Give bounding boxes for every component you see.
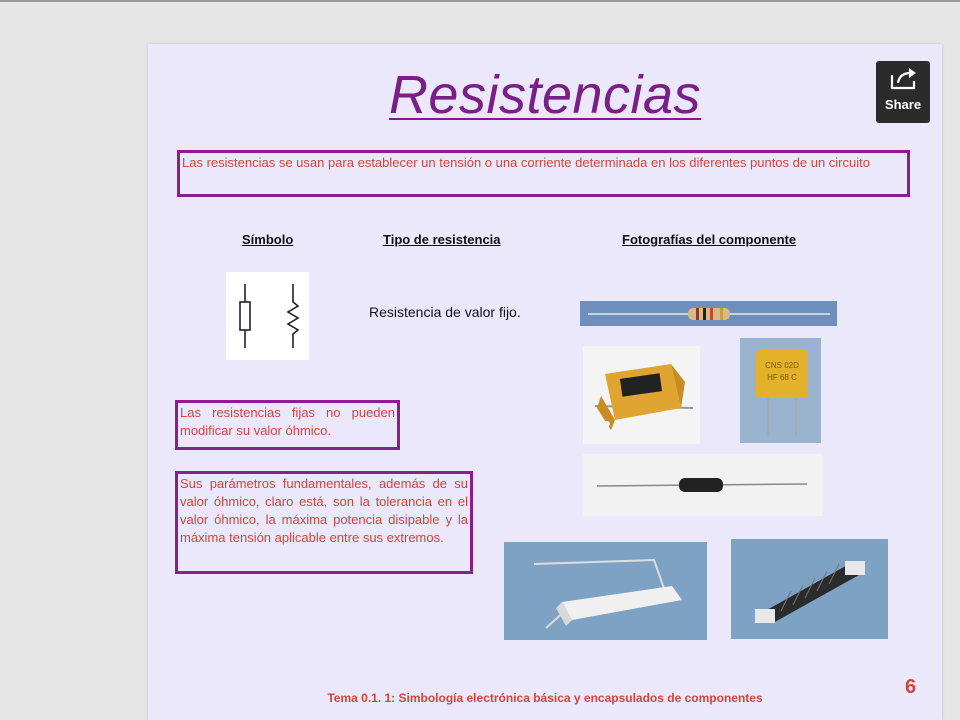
share-icon [876, 61, 930, 97]
ceramic-resistor-image [504, 542, 707, 640]
header-symbol: Símbolo [242, 232, 294, 247]
resistor-symbol-icon [226, 272, 309, 360]
svg-text:CNS 02D: CNS 02D [765, 361, 799, 370]
page-number: 6 [905, 676, 917, 698]
photo-yellow-resistor [740, 338, 821, 443]
axial-resistor-image [580, 301, 837, 326]
resistor-symbols [226, 272, 309, 360]
wirewound-resistor-image [731, 539, 888, 639]
svg-text:HF 68 C: HF 68 C [767, 373, 797, 382]
slide-footer: Tema 0.1. 1: Simbología electrónica básica y encapsulados de componentes [327, 691, 763, 705]
aluminium-resistor-image [583, 346, 700, 444]
intro-text: Las resistencias se usan para establecer un tensión o una corriente determinada en los diferentes puntos de un circuito [182, 155, 870, 170]
top-border [0, 0, 960, 2]
photo-black-resistor [583, 454, 823, 516]
photo-wirewound-resistor [731, 539, 888, 639]
header-type: Tipo de resistencia [383, 232, 501, 247]
share-button[interactable] [876, 61, 930, 123]
params-note-text: Sus parámetros fundamentales, además de su valor óhmico, claro está, son la tolerancia en el valor óhmico, la máxima potencia disipable y la máxima tensión aplicable entre sus extremos. [180, 476, 468, 545]
params-note-textbox [175, 471, 473, 574]
header-photos: Fotografías del componente [622, 232, 797, 247]
photo-axial-resistor [580, 301, 837, 326]
slide-title: Resistencias [388, 65, 702, 125]
resistance-type-label: Resistencia de valor fijo. [369, 304, 521, 320]
photo-aluminium-resistor [583, 346, 700, 444]
fixed-note-text: Las resistencias fijas no pueden modificar su valor óhmico. [180, 405, 395, 438]
slide [148, 44, 942, 720]
share-label: Share [884, 97, 922, 112]
black-resistor-image [583, 454, 823, 516]
photo-ceramic-resistor [504, 542, 707, 640]
yellow-resistor-image [740, 338, 821, 443]
intro-textbox [177, 150, 910, 197]
fixed-note-textbox [175, 400, 400, 450]
